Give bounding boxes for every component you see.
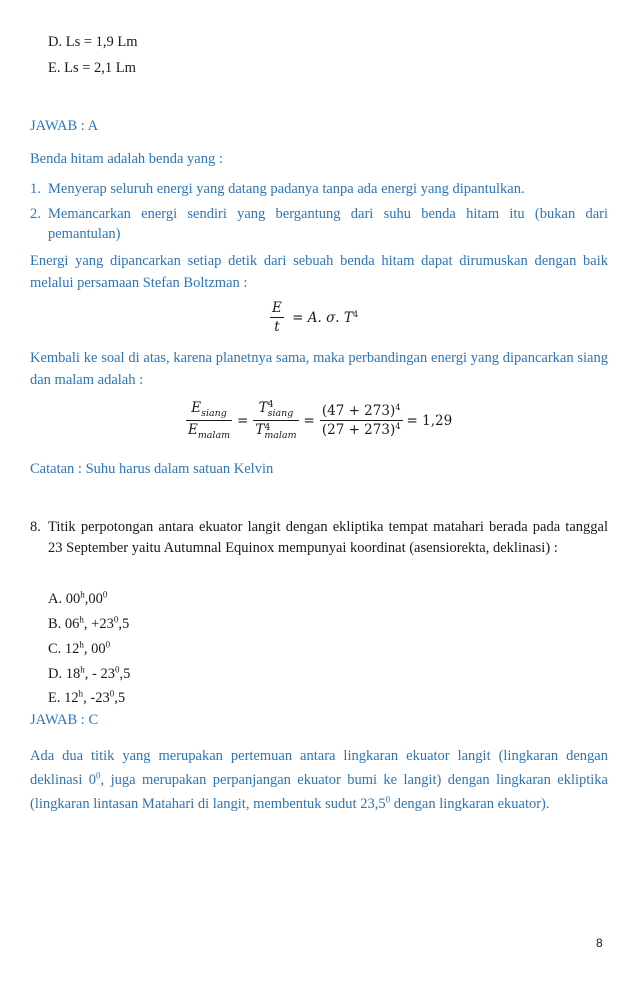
fraction-kelvin: $\frac{(47 + 273)^4}{(27 + 273)^4}$ [321, 402, 401, 439]
note-kelvin: Catatan : Suhu harus dalam satuan Kelvin [30, 461, 274, 477]
option-d-prev: D. Ls = 1,9 Lm [48, 34, 138, 50]
paragraph-stefan-boltzman: Energi yang dipancarkan setiap detik dari sebuah benda hitam dapat dirumuskan dengan baik melalui persamaan Stefan Boltzman : [30, 253, 608, 291]
option-e-prev: E. Ls = 2,1 Lm [48, 60, 136, 76]
page-number: 8 [596, 936, 603, 950]
answer-heading-1: JAWAB : A [30, 118, 99, 134]
option-e: E. 12$^h$, $-23^0,5$ [48, 688, 126, 706]
option-b: B. $06^h$, $+23^0,5$ [48, 614, 130, 632]
list-text: Menyerap seluruh energi yang datang padanya tanpa ada energi yang dipantulkan. [48, 181, 525, 197]
paragraph-explanation: Ada dua titik yang merupakan pertemuan antara lingkaran ekuator langit (lingkaran dengan deklinasi $0^0$, juga merupakan perpanjangan ekuator bumi ke langit) dengan lingkaran ekliptika (lingkaran lintasan Matahari di langit, membentuk sudut 23,5$^0$ dengan lingkaran ekuator). [30, 748, 608, 812]
question-number: 8. [30, 519, 41, 535]
fraction-temperature: T 4 siang T 4 malam [255, 399, 297, 442]
equation-energy-ratio: E siang E malam = T 4 siang T 4 malam = $\frac{(47 + 273)^4}{(27 + 273)^4}$ = 1,29 [188, 399, 453, 442]
paragraph-ratio: Kembali ke soal di atas, karena planetnya sama, maka perbandingan energi yang dipancarkan siang dan malam adalah : [30, 350, 608, 388]
fraction-e-over-t: $\frac{E}{t}$ [272, 300, 282, 335]
option-d: D. 18$^h$, - $23^0,5$ [48, 664, 131, 682]
list-number: 1. [30, 181, 41, 197]
list-text: Memancarkan energi sendiri yang bergantung dari suhu benda hitam itu (bukan dari pemantulan) [48, 206, 608, 242]
equation-stefan-boltzman: $\frac{E}{t}$ = A. σ. $T^4$ [272, 300, 359, 335]
option-c: C. 12$^h$, $00^0$ [48, 639, 111, 657]
option-a: A. $00^h,00^0$ [48, 589, 108, 607]
question-text: Titik perpotongan antara ekuator langit dengan ekliptika tempat matahari berada pada tanggal 23 September yaitu Autumnal Equinox mempunyai koordinat (asensiorekta, deklinasi) : [48, 519, 608, 556]
answer-heading-2: JAWAB : C [30, 712, 99, 728]
intro-text-1: Benda hitam adalah benda yang : [30, 151, 223, 167]
fraction-energy: E siang E malam [188, 400, 231, 442]
list-number: 2. [30, 206, 41, 222]
